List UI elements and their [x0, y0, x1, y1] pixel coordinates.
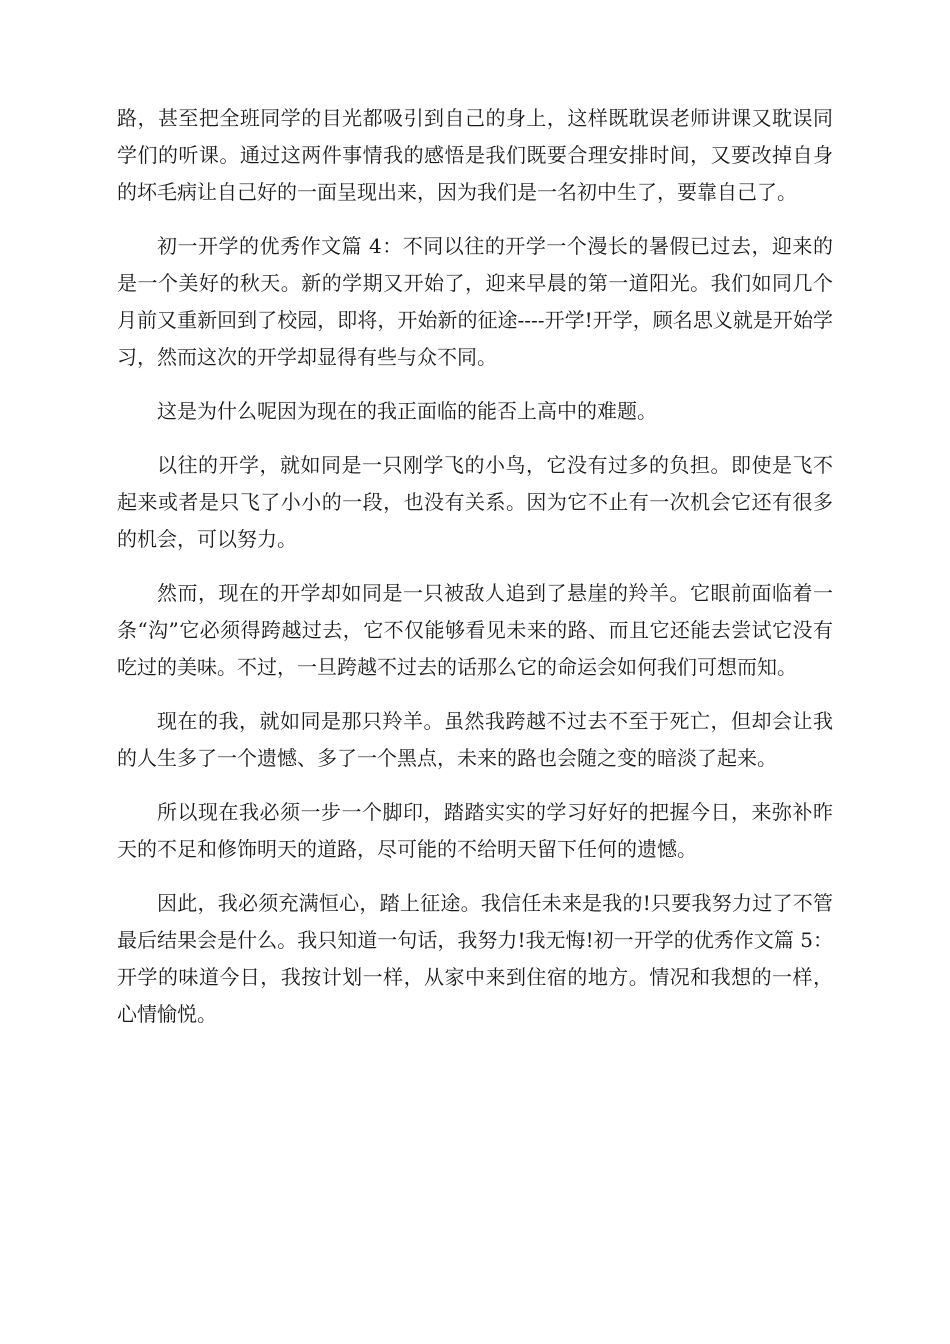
paragraph-bird-metaphor: 以往的开学，就如同是一只刚学飞的小鸟，它没有过多的负担。即使是飞不起来或者是只飞了小小的一段，也没有关系。因为它不止有一次机会它还有很多的机会，可以努力。 — [117, 453, 833, 551]
paragraph-question: 这是为什么呢因为现在的我正面临的能否上高中的难题。 — [157, 399, 657, 423]
paragraph-antelope-metaphor: 然而，现在的开学却如同是一只被敌人追到了悬崖的羚羊。它眼前面临着一条“沟”它必须得跨越过去，它不仅能够看见未来的路、而且它还能去尝试它没有吃过的美味。不过，一旦跨越不过去的话那么它的命运会如何我们可想而知。 — [117, 581, 833, 679]
paragraph-resolution: 所以现在我必须一步一个脚印，踏踏实实的学习好好的把握今日，来弥补昨天的不足和修饰明天的道路，尽可能的不给明天留下任何的遗憾。 — [117, 800, 833, 861]
paragraph-essay-4-intro: 初一开学的优秀作文篇 4：不同以往的开学一个漫长的暑假已过去，迎来的是一个美好的秋天。新的学期又开始了，迎来早晨的第一道阳光。我们如同几个月前又重新回到了校园，即将，开始新的征途----开学!开学，顾名思义就是开始学习，然而这次的开学却显得有些与众不同。 — [117, 234, 833, 369]
paragraph-self-reflection: 现在的我，就如同是那只羚羊。虽然我跨越不过去不至于死亡，但却会让我的人生多了一个遗憾、多了一个黑点，未来的路也会随之变的暗淡了起来。 — [117, 709, 833, 770]
paragraph-continuation: 路，甚至把全班同学的目光都吸引到自己的身上，这样既耽误老师讲课又耽误同学们的听课。通过这两件事情我的感悟是我们既要合理安排时间，又要改掉自身的坏毛病让自己好的一面呈现出来，因为我们是一名初中生了，要靠自己了。 — [117, 106, 833, 204]
document-body — [117, 100, 833, 1050]
paragraph-conclusion-essay-5: 因此，我必须充满恒心，踏上征途。我信任未来是我的!只要我努力过了不管最后结果会是什么。我只知道一句话，我努力!我无悔!初一开学的优秀作文篇 5：开学的味道今日，我按计划一样，从家中来到住宿的地方。情况和我想的一样，心情愉悦。 — [117, 891, 833, 1026]
